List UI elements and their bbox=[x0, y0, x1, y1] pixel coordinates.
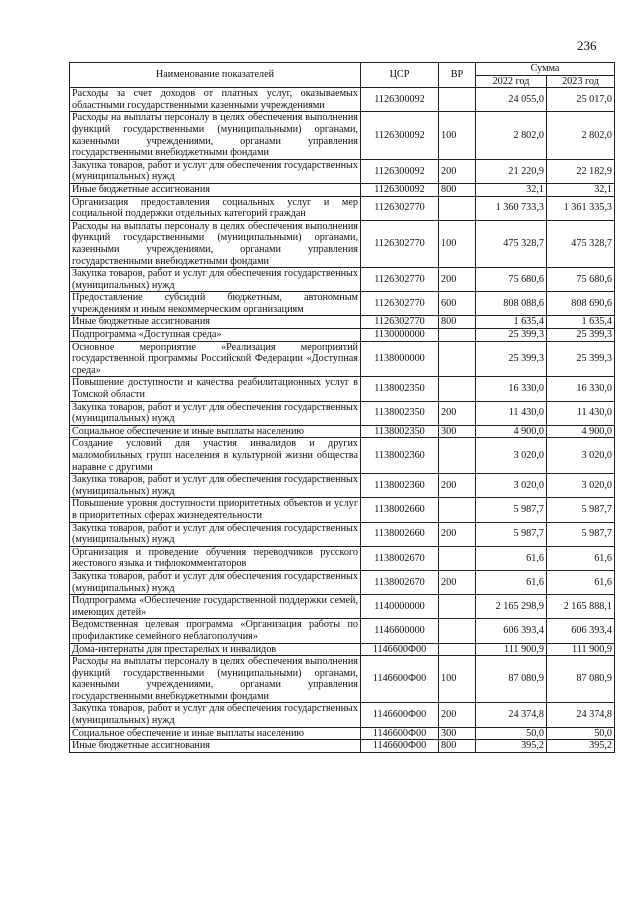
row-value-2022: 5 987,7 bbox=[476, 498, 547, 522]
row-vr: 300 bbox=[439, 425, 476, 438]
row-name: Иные бюджетные ассигнования bbox=[70, 316, 361, 329]
row-code: 1138002670 bbox=[361, 546, 439, 570]
row-value-2022: 11 430,0 bbox=[476, 401, 547, 425]
table-row bbox=[70, 595, 615, 619]
row-vr bbox=[439, 546, 476, 570]
table-row bbox=[70, 727, 615, 740]
row-code: 1138002360 bbox=[361, 474, 439, 498]
row-code: 1126302770 bbox=[361, 292, 439, 316]
row-value-2022: 61,6 bbox=[476, 570, 547, 594]
row-name: Создание условий для участия инвалидов и других маломобильных групп населения в культурной жизни общества наравне с другими bbox=[70, 438, 361, 474]
row-code: 1146600Ф00 bbox=[361, 740, 439, 753]
row-code: 1126302770 bbox=[361, 268, 439, 292]
row-code: 1138002350 bbox=[361, 401, 439, 425]
row-value-2022: 606 393,4 bbox=[476, 619, 547, 643]
row-code: 1126302770 bbox=[361, 220, 439, 267]
row-code: 1126300092 bbox=[361, 159, 439, 183]
header-year-2023: 2023 год bbox=[547, 75, 615, 88]
table-row bbox=[70, 341, 615, 377]
row-name: Ведомственная целевая программа «Организация работы по профилактике семейного неблагополучия» bbox=[70, 619, 361, 643]
header-vr: ВР bbox=[439, 63, 476, 88]
row-vr bbox=[439, 643, 476, 656]
row-name: Расходы на выплаты персоналу в целях обеспечения выполнения функций государственными (муниципальными) органами, казенными учреждениями, органами управления государственными внебюджетными фондами bbox=[70, 220, 361, 267]
row-code: 1138002660 bbox=[361, 498, 439, 522]
row-value-2022: 5 987,7 bbox=[476, 522, 547, 546]
header-name: Наименование показателей bbox=[70, 63, 361, 88]
row-value-2023: 61,6 bbox=[547, 570, 615, 594]
row-value-2022: 1 360 733,3 bbox=[476, 196, 547, 220]
row-name: Закупка товаров, работ и услуг для обеспечения государственных (муниципальных) нужд bbox=[70, 401, 361, 425]
page-number: 236 bbox=[577, 38, 597, 53]
row-vr: 800 bbox=[439, 183, 476, 196]
row-vr: 200 bbox=[439, 474, 476, 498]
table-row bbox=[70, 425, 615, 438]
table-row bbox=[70, 329, 615, 342]
row-code: 1146600Ф00 bbox=[361, 727, 439, 740]
row-value-2022: 50,0 bbox=[476, 727, 547, 740]
row-name: Закупка товаров, работ и услуг для обеспечения государственных (муниципальных) нужд bbox=[70, 268, 361, 292]
row-name: Закупка товаров, работ и услуг для обеспечения государственных (муниципальных) нужд bbox=[70, 522, 361, 546]
budget-table bbox=[69, 62, 615, 753]
row-name: Иные бюджетные ассигнования bbox=[70, 183, 361, 196]
table-row bbox=[70, 656, 615, 703]
row-value-2023: 475 328,7 bbox=[547, 220, 615, 267]
row-vr bbox=[439, 438, 476, 474]
row-value-2023: 1 361 335,3 bbox=[547, 196, 615, 220]
row-name: Дома-интернаты для престарелых и инвалидов bbox=[70, 643, 361, 656]
row-value-2023: 606 393,4 bbox=[547, 619, 615, 643]
row-value-2022: 475 328,7 bbox=[476, 220, 547, 267]
row-code: 1146600Ф00 bbox=[361, 703, 439, 727]
row-value-2022: 21 220,9 bbox=[476, 159, 547, 183]
row-vr bbox=[439, 377, 476, 401]
row-name: Повышение доступности и качества реабилитационных услуг в Томской области bbox=[70, 377, 361, 401]
row-value-2022: 16 330,0 bbox=[476, 377, 547, 401]
row-value-2023: 3 020,0 bbox=[547, 438, 615, 474]
table-row bbox=[70, 268, 615, 292]
row-value-2023: 5 987,7 bbox=[547, 522, 615, 546]
row-vr bbox=[439, 619, 476, 643]
row-value-2023: 25 017,0 bbox=[547, 88, 615, 112]
row-code: 1126300092 bbox=[361, 183, 439, 196]
row-vr: 200 bbox=[439, 703, 476, 727]
table-row bbox=[70, 196, 615, 220]
row-value-2023: 22 182,9 bbox=[547, 159, 615, 183]
table-row bbox=[70, 377, 615, 401]
row-value-2022: 4 900,0 bbox=[476, 425, 547, 438]
row-value-2023: 2 802,0 bbox=[547, 112, 615, 159]
row-vr bbox=[439, 329, 476, 342]
table-row bbox=[70, 570, 615, 594]
row-vr bbox=[439, 88, 476, 112]
row-name: Предоставление субсидий бюджетным, автономным учреждениям и иным некоммерческим организациям bbox=[70, 292, 361, 316]
row-code: 1126302770 bbox=[361, 196, 439, 220]
row-value-2022: 1 635,4 bbox=[476, 316, 547, 329]
row-vr: 200 bbox=[439, 522, 476, 546]
row-name: Организация и проведение обучения переводчиков русского жестового языка и тифлокомментаторов bbox=[70, 546, 361, 570]
row-vr bbox=[439, 595, 476, 619]
row-name: Закупка товаров, работ и услуг для обеспечения государственных (муниципальных) нужд bbox=[70, 159, 361, 183]
row-code: 1146600Ф00 bbox=[361, 643, 439, 656]
row-code: 1138002660 bbox=[361, 522, 439, 546]
row-code: 1138002360 bbox=[361, 438, 439, 474]
table-row bbox=[70, 401, 615, 425]
table-row bbox=[70, 474, 615, 498]
row-code: 1126300092 bbox=[361, 112, 439, 159]
row-code: 1130000000 bbox=[361, 329, 439, 342]
row-value-2022: 87 080,9 bbox=[476, 656, 547, 703]
table-row bbox=[70, 316, 615, 329]
row-vr bbox=[439, 196, 476, 220]
row-name: Расходы на выплаты персоналу в целях обеспечения выполнения функций государственными (муниципальными) органами, казенными учреждениями, органами управления государственными внебюджетными фондами bbox=[70, 112, 361, 159]
row-name: Основное мероприятие «Реализация мероприятий государственной программы Российской Федерации «Доступная среда» bbox=[70, 341, 361, 377]
row-vr: 300 bbox=[439, 727, 476, 740]
row-name: Закупка товаров, работ и услуг для обеспечения государственных (муниципальных) нужд bbox=[70, 703, 361, 727]
row-vr: 200 bbox=[439, 401, 476, 425]
row-value-2022: 808 088,6 bbox=[476, 292, 547, 316]
row-value-2023: 25 399,3 bbox=[547, 329, 615, 342]
row-value-2022: 2 802,0 bbox=[476, 112, 547, 159]
row-value-2023: 75 680,6 bbox=[547, 268, 615, 292]
row-name: Социальное обеспечение и иные выплаты населению bbox=[70, 425, 361, 438]
row-value-2022: 25 399,3 bbox=[476, 341, 547, 377]
row-vr: 200 bbox=[439, 159, 476, 183]
table-row bbox=[70, 522, 615, 546]
header-code: ЦСР bbox=[361, 63, 439, 88]
row-code: 1146600Ф00 bbox=[361, 656, 439, 703]
table-row bbox=[70, 88, 615, 112]
row-vr: 100 bbox=[439, 656, 476, 703]
row-value-2022: 3 020,0 bbox=[476, 438, 547, 474]
row-code: 1138002350 bbox=[361, 377, 439, 401]
row-value-2022: 32,1 bbox=[476, 183, 547, 196]
row-vr: 600 bbox=[439, 292, 476, 316]
row-value-2023: 25 399,3 bbox=[547, 341, 615, 377]
row-name: Закупка товаров, работ и услуг для обеспечения государственных (муниципальных) нужд bbox=[70, 474, 361, 498]
table-row bbox=[70, 112, 615, 159]
row-vr: 800 bbox=[439, 740, 476, 753]
row-name: Повышение уровня доступности приоритетных объектов и услуг в приоритетных сферах жизнедеятельности bbox=[70, 498, 361, 522]
header-sum: Сумма bbox=[476, 63, 615, 76]
row-value-2022: 3 020,0 bbox=[476, 474, 547, 498]
table-header bbox=[70, 63, 615, 88]
row-vr: 200 bbox=[439, 570, 476, 594]
row-name: Подпрограмма «Обеспечение государственной поддержки семей, имеющих детей» bbox=[70, 595, 361, 619]
table-row bbox=[70, 159, 615, 183]
row-code: 1126300092 bbox=[361, 88, 439, 112]
table-row bbox=[70, 703, 615, 727]
row-code: 1126302770 bbox=[361, 316, 439, 329]
row-value-2023: 2 165 888,1 bbox=[547, 595, 615, 619]
row-vr: 100 bbox=[439, 112, 476, 159]
row-name: Закупка товаров, работ и услуг для обеспечения государственных (муниципальных) нужд bbox=[70, 570, 361, 594]
row-value-2023: 11 430,0 bbox=[547, 401, 615, 425]
row-name: Расходы за счет доходов от платных услуг, оказываемых областными государственными казенными учреждениями bbox=[70, 88, 361, 112]
row-vr bbox=[439, 498, 476, 522]
row-value-2023: 5 987,7 bbox=[547, 498, 615, 522]
row-value-2023: 32,1 bbox=[547, 183, 615, 196]
row-name: Организация предоставления социальных услуг и мер социальной поддержки отдельных категорий граждан bbox=[70, 196, 361, 220]
row-value-2023: 3 020,0 bbox=[547, 474, 615, 498]
table-row bbox=[70, 498, 615, 522]
table-row bbox=[70, 292, 615, 316]
row-name: Подпрограмма «Доступная среда» bbox=[70, 329, 361, 342]
row-vr: 800 bbox=[439, 316, 476, 329]
row-name: Иные бюджетные ассигнования bbox=[70, 740, 361, 753]
row-value-2023: 4 900,0 bbox=[547, 425, 615, 438]
row-value-2022: 395,2 bbox=[476, 740, 547, 753]
header-year-2022: 2022 год bbox=[476, 75, 547, 88]
row-vr: 200 bbox=[439, 268, 476, 292]
row-vr: 100 bbox=[439, 220, 476, 267]
row-value-2022: 2 165 298,9 bbox=[476, 595, 547, 619]
row-value-2023: 808 690,6 bbox=[547, 292, 615, 316]
row-value-2023: 61,6 bbox=[547, 546, 615, 570]
table-row bbox=[70, 546, 615, 570]
row-value-2022: 61,6 bbox=[476, 546, 547, 570]
row-code: 1140000000 bbox=[361, 595, 439, 619]
row-value-2022: 111 900,9 bbox=[476, 643, 547, 656]
table-row bbox=[70, 619, 615, 643]
table-body bbox=[70, 88, 615, 753]
table-row bbox=[70, 220, 615, 267]
row-value-2023: 24 374,8 bbox=[547, 703, 615, 727]
row-name: Расходы на выплаты персоналу в целях обеспечения выполнения функций государственными (муниципальными) органами, казенными учреждениями, органами управления государственными внебюджетными фондами bbox=[70, 656, 361, 703]
row-value-2023: 16 330,0 bbox=[547, 377, 615, 401]
row-vr bbox=[439, 341, 476, 377]
table-row bbox=[70, 438, 615, 474]
row-code: 1146600000 bbox=[361, 619, 439, 643]
row-value-2023: 1 635,4 bbox=[547, 316, 615, 329]
row-name: Социальное обеспечение и иные выплаты населению bbox=[70, 727, 361, 740]
row-value-2022: 25 399,3 bbox=[476, 329, 547, 342]
row-code: 1138002670 bbox=[361, 570, 439, 594]
row-value-2023: 87 080,9 bbox=[547, 656, 615, 703]
row-value-2023: 395,2 bbox=[547, 740, 615, 753]
table-row bbox=[70, 740, 615, 753]
row-value-2023: 50,0 bbox=[547, 727, 615, 740]
row-value-2023: 111 900,9 bbox=[547, 643, 615, 656]
row-code: 1138000000 bbox=[361, 341, 439, 377]
row-value-2022: 75 680,6 bbox=[476, 268, 547, 292]
row-value-2022: 24 055,0 bbox=[476, 88, 547, 112]
table-row bbox=[70, 183, 615, 196]
row-value-2022: 24 374,8 bbox=[476, 703, 547, 727]
row-code: 1138002350 bbox=[361, 425, 439, 438]
table-row bbox=[70, 643, 615, 656]
